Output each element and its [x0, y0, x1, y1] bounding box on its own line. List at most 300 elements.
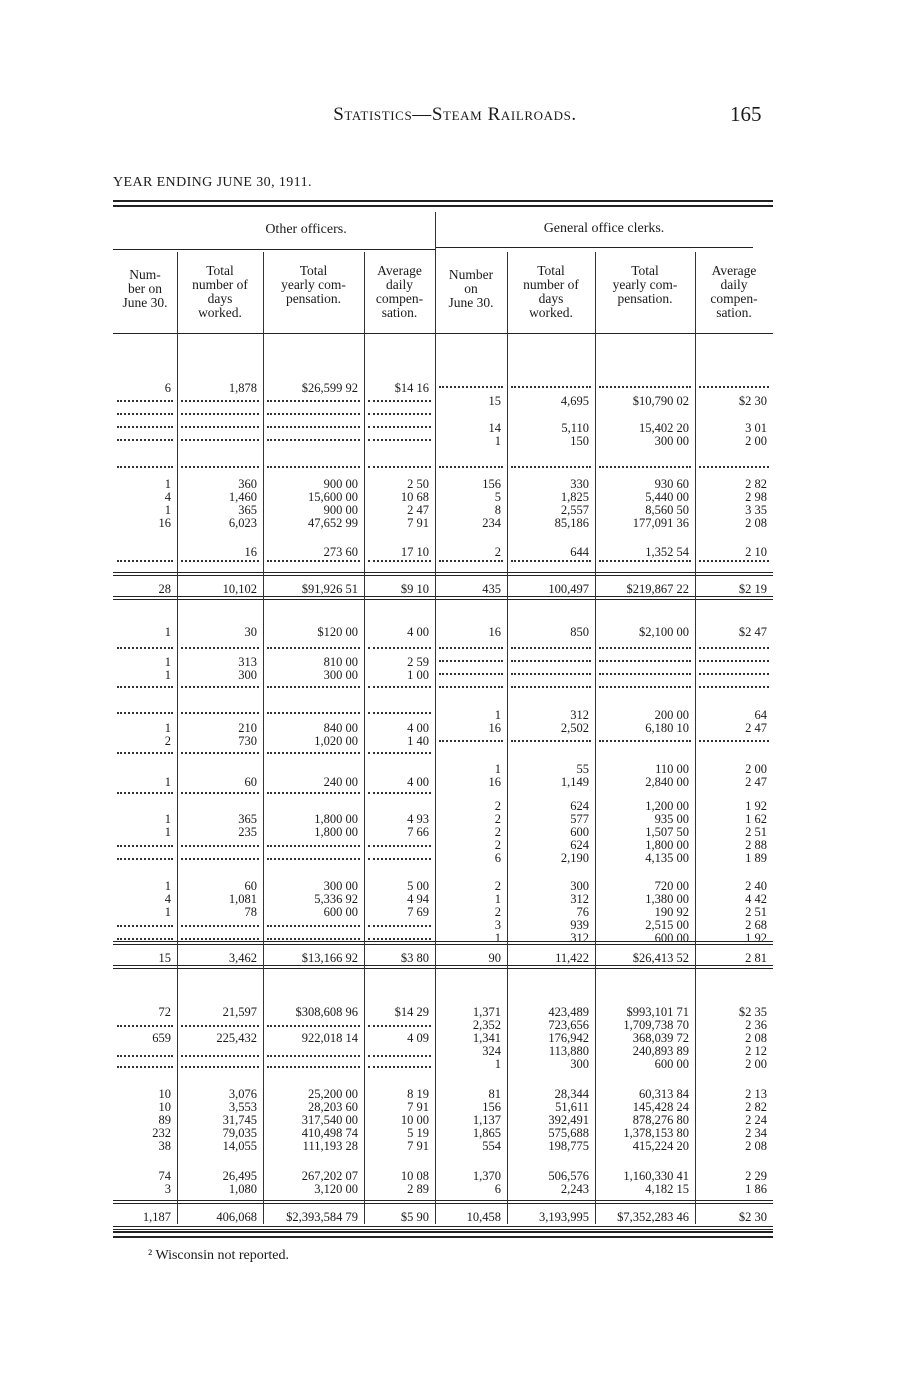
leader-dots	[117, 845, 173, 847]
table-cell: 1,825	[560, 490, 589, 504]
table-cell: 2 08	[745, 1139, 767, 1153]
leader-dots	[117, 1066, 173, 1068]
table-cell: 273 60	[323, 545, 358, 559]
table-cell: 28	[158, 582, 171, 596]
group-header-general-office-clerks: General office clerks.	[543, 221, 665, 236]
table-cell: 240 00	[323, 775, 358, 789]
table-cell: 2	[494, 825, 501, 839]
leader-dots	[267, 845, 360, 847]
table-cell: 17 10	[400, 545, 429, 559]
table-cell: 16	[488, 775, 501, 789]
table-cell: 25,200 00	[308, 1087, 358, 1101]
table-cell: 2 34	[745, 1126, 767, 1140]
rule	[113, 205, 773, 207]
table-cell: 659	[152, 1031, 171, 1045]
table-cell: $2 19	[738, 582, 767, 596]
leader-dots	[439, 660, 503, 662]
leader-dots	[368, 792, 431, 794]
table-cell: 2	[164, 734, 171, 748]
table-cell: 55	[576, 762, 589, 776]
leader-dots	[511, 673, 591, 675]
leader-dots	[267, 466, 360, 468]
leader-dots	[267, 560, 360, 562]
table-cell: 2	[494, 545, 501, 559]
rule	[113, 1203, 773, 1204]
leader-dots	[368, 938, 431, 940]
table-cell: $9 10	[400, 582, 429, 596]
leader-dots	[181, 439, 259, 441]
table-cell: 365	[238, 812, 257, 826]
leader-dots	[117, 413, 173, 415]
table-cell: 1,352 54	[645, 545, 689, 559]
table-cell: 300	[238, 668, 257, 682]
leader-dots	[267, 858, 360, 860]
table-cell: 198,775	[548, 1139, 589, 1153]
table-cell: 435	[482, 582, 501, 596]
table-cell: 2 08	[745, 516, 767, 530]
table-cell: 176,942	[548, 1031, 589, 1045]
column-rule	[435, 212, 436, 252]
leader-dots	[439, 386, 503, 388]
leader-dots	[181, 560, 259, 562]
table-cell: 11,422	[555, 951, 589, 965]
leader-dots	[117, 925, 173, 927]
rule	[113, 200, 773, 202]
table-cell: 5 19	[407, 1126, 429, 1140]
leader-dots	[117, 792, 173, 794]
table-cell: 2	[494, 879, 501, 893]
table-cell: 64	[754, 708, 767, 722]
table-cell: 410,498 74	[301, 1126, 358, 1140]
table-cell: 1 92	[745, 799, 767, 813]
table-cell: 79,035	[222, 1126, 257, 1140]
table-cell: 10,458	[466, 1210, 501, 1224]
table-cell: 6	[164, 381, 171, 395]
leader-dots	[117, 686, 173, 688]
table-cell: 1,137	[472, 1113, 501, 1127]
table-cell: $5 90	[400, 1210, 429, 1224]
table-cell: 1,460	[228, 490, 257, 504]
table-cell: 810 00	[323, 655, 358, 669]
table-cell: 1,878	[228, 381, 257, 395]
table-cell: 156	[482, 477, 501, 491]
leader-dots	[181, 426, 259, 428]
leader-dots	[267, 686, 360, 688]
leader-dots	[599, 560, 691, 562]
table-cell: 1	[164, 879, 171, 893]
table-cell: 10,102	[222, 582, 257, 596]
table-cell: $14 29	[394, 1005, 429, 1019]
table-cell: 8 19	[407, 1087, 429, 1101]
column-rule	[507, 252, 508, 1224]
table-cell: 365	[238, 503, 257, 517]
table-cell: 313	[238, 655, 257, 669]
table-cell: 6	[494, 851, 501, 865]
leader-dots	[181, 792, 259, 794]
table-cell: 2 00	[745, 762, 767, 776]
table-cell: 600	[570, 825, 589, 839]
leader-dots	[117, 712, 173, 714]
table-cell: 900 00	[323, 477, 358, 491]
table-cell: 4 42	[745, 892, 767, 906]
column-header-4: Average daily compen- sation.	[375, 263, 424, 320]
table-cell: 38	[158, 1139, 171, 1153]
table-cell: 2 50	[407, 477, 429, 491]
table-cell: 2,557	[560, 503, 589, 517]
table-cell: 10	[158, 1087, 171, 1101]
leader-dots	[117, 1025, 173, 1027]
table-cell: 30	[244, 625, 257, 639]
table-cell: 5,336 92	[314, 892, 358, 906]
leader-dots	[439, 740, 503, 742]
table-cell: 267,202 07	[301, 1169, 358, 1183]
column-rule	[364, 252, 365, 1224]
leader-dots	[181, 413, 259, 415]
table-cell: 177,091 36	[632, 516, 689, 530]
table-cell: 240,893 89	[632, 1044, 689, 1058]
table-cell: 423,489	[548, 1005, 589, 1019]
table-cell: 2,243	[560, 1182, 589, 1196]
table-cell: 21,597	[222, 1005, 257, 1019]
leader-dots	[599, 740, 691, 742]
table-cell: 312	[570, 931, 589, 945]
leader-dots	[368, 413, 431, 415]
table-cell: 7 66	[407, 825, 429, 839]
leader-dots	[267, 439, 360, 441]
table-cell: 26,495	[222, 1169, 257, 1183]
leader-dots	[368, 439, 431, 441]
table-cell: 4	[164, 892, 171, 906]
leader-dots	[699, 466, 769, 468]
leader-dots	[117, 752, 173, 754]
table-cell: 415,224 20	[632, 1139, 689, 1153]
table-cell: 1,865	[472, 1126, 501, 1140]
table-cell: 1,371	[472, 1005, 501, 1019]
table-cell: $219,867 22	[626, 582, 689, 596]
leader-dots	[181, 400, 259, 402]
table-cell: 624	[570, 799, 589, 813]
leader-dots	[117, 1055, 173, 1057]
table-cell: $14 16	[394, 381, 429, 395]
table-cell: 2 47	[745, 721, 767, 735]
leader-dots	[368, 712, 431, 714]
table-cell: 16	[244, 545, 257, 559]
table-cell: 300 00	[323, 879, 358, 893]
table-cell: 150	[570, 434, 589, 448]
leader-dots	[117, 938, 173, 940]
leader-dots	[511, 560, 591, 562]
leader-dots	[181, 1055, 259, 1057]
table-cell: 2,352	[472, 1018, 501, 1032]
table-cell: 1	[494, 762, 501, 776]
leader-dots	[117, 400, 173, 402]
table-cell: 312	[570, 708, 589, 722]
leader-dots	[181, 1025, 259, 1027]
table-cell: 5,440 00	[645, 490, 689, 504]
table-cell: 110 00	[655, 762, 689, 776]
leader-dots	[699, 560, 769, 562]
table-cell: 3	[494, 918, 501, 932]
leader-dots	[267, 1055, 360, 1057]
table-cell: 89	[158, 1113, 171, 1127]
leader-dots	[439, 647, 503, 649]
table-cell: 930 60	[654, 477, 689, 491]
leader-dots	[117, 858, 173, 860]
rule	[113, 333, 773, 334]
table-cell: 10	[158, 1100, 171, 1114]
rule	[113, 944, 773, 945]
table-cell: 7 91	[407, 516, 429, 530]
table-cell: 3,120 00	[314, 1182, 358, 1196]
table-cell: 111,193 28	[302, 1139, 358, 1153]
table-cell: 2 68	[745, 918, 767, 932]
table-cell: 1,149	[560, 775, 589, 789]
table-cell: $26,599 92	[301, 381, 358, 395]
table-cell: 2	[494, 905, 501, 919]
leader-dots	[181, 938, 259, 940]
table-cell: 2 24	[745, 1113, 767, 1127]
leader-dots	[267, 712, 360, 714]
table-cell: 78	[244, 905, 257, 919]
table-cell: 16	[488, 625, 501, 639]
leader-dots	[699, 740, 769, 742]
leader-dots	[511, 740, 591, 742]
table-cell: 2,190	[560, 851, 589, 865]
column-rule	[595, 252, 596, 1224]
table-cell: 51,611	[555, 1100, 589, 1114]
table-cell: 47,652 99	[308, 516, 358, 530]
rule	[113, 599, 773, 600]
table-cell: 15,600 00	[308, 490, 358, 504]
table-cell: 939	[570, 918, 589, 932]
table-cell: 1,160,330 41	[623, 1169, 689, 1183]
leader-dots	[267, 792, 360, 794]
table-cell: 8,560 50	[645, 503, 689, 517]
table-cell: $2 35	[738, 1005, 767, 1019]
leader-dots	[368, 647, 431, 649]
leader-dots	[267, 400, 360, 402]
table-cell: 730	[238, 734, 257, 748]
footnote: ² Wisconsin not reported.	[148, 1248, 290, 1263]
table-cell: 60,313 84	[639, 1087, 689, 1101]
leader-dots	[117, 426, 173, 428]
table-cell: 15	[488, 394, 501, 408]
year-heading: YEAR ENDING JUNE 30, 1911.	[113, 175, 312, 190]
table-cell: 2 47	[407, 503, 429, 517]
rule	[113, 941, 773, 942]
table-cell: 300	[570, 1057, 589, 1071]
table-cell: 8	[494, 503, 501, 517]
leader-dots	[181, 845, 259, 847]
table-cell: 4 09	[407, 1031, 429, 1045]
table-cell: 1,020 00	[314, 734, 358, 748]
leader-dots	[599, 647, 691, 649]
table-cell: 1	[164, 905, 171, 919]
table-cell: 28,344	[554, 1087, 589, 1101]
leader-dots	[181, 686, 259, 688]
leader-dots	[511, 686, 591, 688]
leader-dots	[368, 560, 431, 562]
table-cell: 2	[494, 799, 501, 813]
table-cell: 4 00	[407, 721, 429, 735]
table-cell: 145,428 24	[632, 1100, 689, 1114]
table-cell: 15	[158, 951, 171, 965]
table-cell: 210	[238, 721, 257, 735]
table-cell: 113,880	[548, 1044, 589, 1058]
leader-dots	[439, 673, 503, 675]
table-cell: 300 00	[654, 434, 689, 448]
table-cell: 1	[494, 434, 501, 448]
table-cell: 1,709,738 70	[623, 1018, 689, 1032]
table-cell: 28,203 60	[308, 1100, 358, 1114]
table-cell: 14	[488, 421, 501, 435]
leader-dots	[267, 413, 360, 415]
rule	[113, 1236, 773, 1238]
table-cell: 2 10	[745, 545, 767, 559]
running-title: Statistics—Steam Railroads.	[333, 104, 577, 125]
table-cell: 156	[482, 1100, 501, 1114]
column-header-1: Num- ber on June 30.	[122, 267, 168, 310]
leader-dots	[181, 858, 259, 860]
table-cell: 3,462	[228, 951, 257, 965]
table-cell: 15,402 20	[639, 421, 689, 435]
table-cell: 6,023	[228, 516, 257, 530]
leader-dots	[117, 439, 173, 441]
table-cell: 1,380 00	[645, 892, 689, 906]
table-cell: 1	[494, 931, 501, 945]
statistics-table	[113, 200, 773, 1240]
table-cell: 60	[244, 879, 257, 893]
table-cell: 1 86	[745, 1182, 767, 1196]
leader-dots	[511, 466, 591, 468]
table-cell: 7 69	[407, 905, 429, 919]
leader-dots	[181, 1066, 259, 1068]
table-cell: 2 81	[745, 951, 767, 965]
table-cell: 2 47	[745, 775, 767, 789]
leader-dots	[117, 647, 173, 649]
table-cell: 2,515 00	[645, 918, 689, 932]
table-cell: $3 80	[400, 951, 429, 965]
leader-dots	[599, 386, 691, 388]
leader-dots	[267, 752, 360, 754]
rule	[113, 1200, 773, 1201]
leader-dots	[368, 845, 431, 847]
table-cell: 392,491	[548, 1113, 589, 1127]
leader-dots	[181, 466, 259, 468]
table-cell: 85,186	[554, 516, 589, 530]
column-header-2: Total number of days worked.	[192, 263, 248, 320]
table-cell: 1,080	[228, 1182, 257, 1196]
column-rule	[435, 252, 436, 1224]
leader-dots	[439, 686, 503, 688]
table-cell: 317,540 00	[301, 1113, 358, 1127]
table-cell: 3,553	[228, 1100, 257, 1114]
leader-dots	[368, 686, 431, 688]
rule	[113, 249, 435, 250]
table-cell: 1	[164, 655, 171, 669]
leader-dots	[368, 1025, 431, 1027]
table-cell: 300 00	[323, 668, 358, 682]
table-cell: 4,695	[560, 394, 589, 408]
table-cell: 100,497	[548, 582, 589, 596]
leader-dots	[599, 660, 691, 662]
table-cell: 1,800 00	[645, 838, 689, 852]
leader-dots	[699, 660, 769, 662]
leader-dots	[368, 1066, 431, 1068]
table-cell: 1	[164, 477, 171, 491]
table-cell: 10 08	[400, 1169, 429, 1183]
table-cell: 1,378,153 80	[623, 1126, 689, 1140]
table-cell: 2 40	[745, 879, 767, 893]
leader-dots	[267, 647, 360, 649]
table-cell: 1 89	[745, 851, 767, 865]
table-cell: 7 91	[407, 1100, 429, 1114]
table-cell: $7,352,283 46	[617, 1210, 689, 1224]
column-rule	[177, 252, 178, 1224]
rule	[435, 247, 753, 248]
table-cell: 2	[494, 812, 501, 826]
table-cell: 10 00	[400, 1113, 429, 1127]
table-cell: 7 91	[407, 1139, 429, 1153]
table-cell: 16	[488, 721, 501, 735]
leader-dots	[117, 466, 173, 468]
table-cell: 232	[152, 1126, 171, 1140]
table-cell: 4 93	[407, 812, 429, 826]
column-header-6: Total number of days worked.	[523, 263, 579, 320]
rule	[113, 965, 773, 966]
group-header-other-officers: Other officers.	[265, 222, 347, 237]
table-cell: 234	[482, 516, 501, 530]
rule	[113, 575, 773, 576]
table-cell: 3,076	[228, 1087, 257, 1101]
table-cell: $2,393,584 79	[286, 1210, 358, 1224]
table-cell: 300	[570, 879, 589, 893]
table-cell: 2 29	[745, 1169, 767, 1183]
leader-dots	[368, 925, 431, 927]
table-cell: 406,068	[216, 1210, 257, 1224]
table-cell: 72	[158, 1005, 171, 1019]
table-cell: 1	[494, 892, 501, 906]
table-cell: 235	[238, 825, 257, 839]
table-cell: 900 00	[323, 503, 358, 517]
column-header-8: Average daily compen- sation.	[710, 263, 758, 320]
leader-dots	[267, 1066, 360, 1068]
table-cell: 200 00	[654, 708, 689, 722]
table-cell: 10 68	[400, 490, 429, 504]
leader-dots	[511, 386, 591, 388]
column-header-7: Total yearly com- pensation.	[612, 263, 678, 306]
leader-dots	[699, 647, 769, 649]
table-cell: 4,135 00	[645, 851, 689, 865]
table-cell: 4 00	[407, 625, 429, 639]
table-cell: 2,502	[560, 721, 589, 735]
leader-dots	[599, 686, 691, 688]
table-cell: 4 00	[407, 775, 429, 789]
table-cell: 1,187	[142, 1210, 171, 1224]
rule	[113, 1231, 773, 1233]
table-cell: 878,276 80	[632, 1113, 689, 1127]
table-cell: 506,576	[548, 1169, 589, 1183]
leader-dots	[368, 400, 431, 402]
table-cell: 2 82	[745, 1100, 767, 1114]
table-cell: 6,180 10	[645, 721, 689, 735]
leader-dots	[117, 560, 173, 562]
table-cell: 1,800 00	[314, 825, 358, 839]
table-cell: 4 94	[407, 892, 429, 906]
table-cell: 1,200 00	[645, 799, 689, 813]
table-cell: $993,101 71	[626, 1005, 689, 1019]
table-cell: 1	[494, 708, 501, 722]
